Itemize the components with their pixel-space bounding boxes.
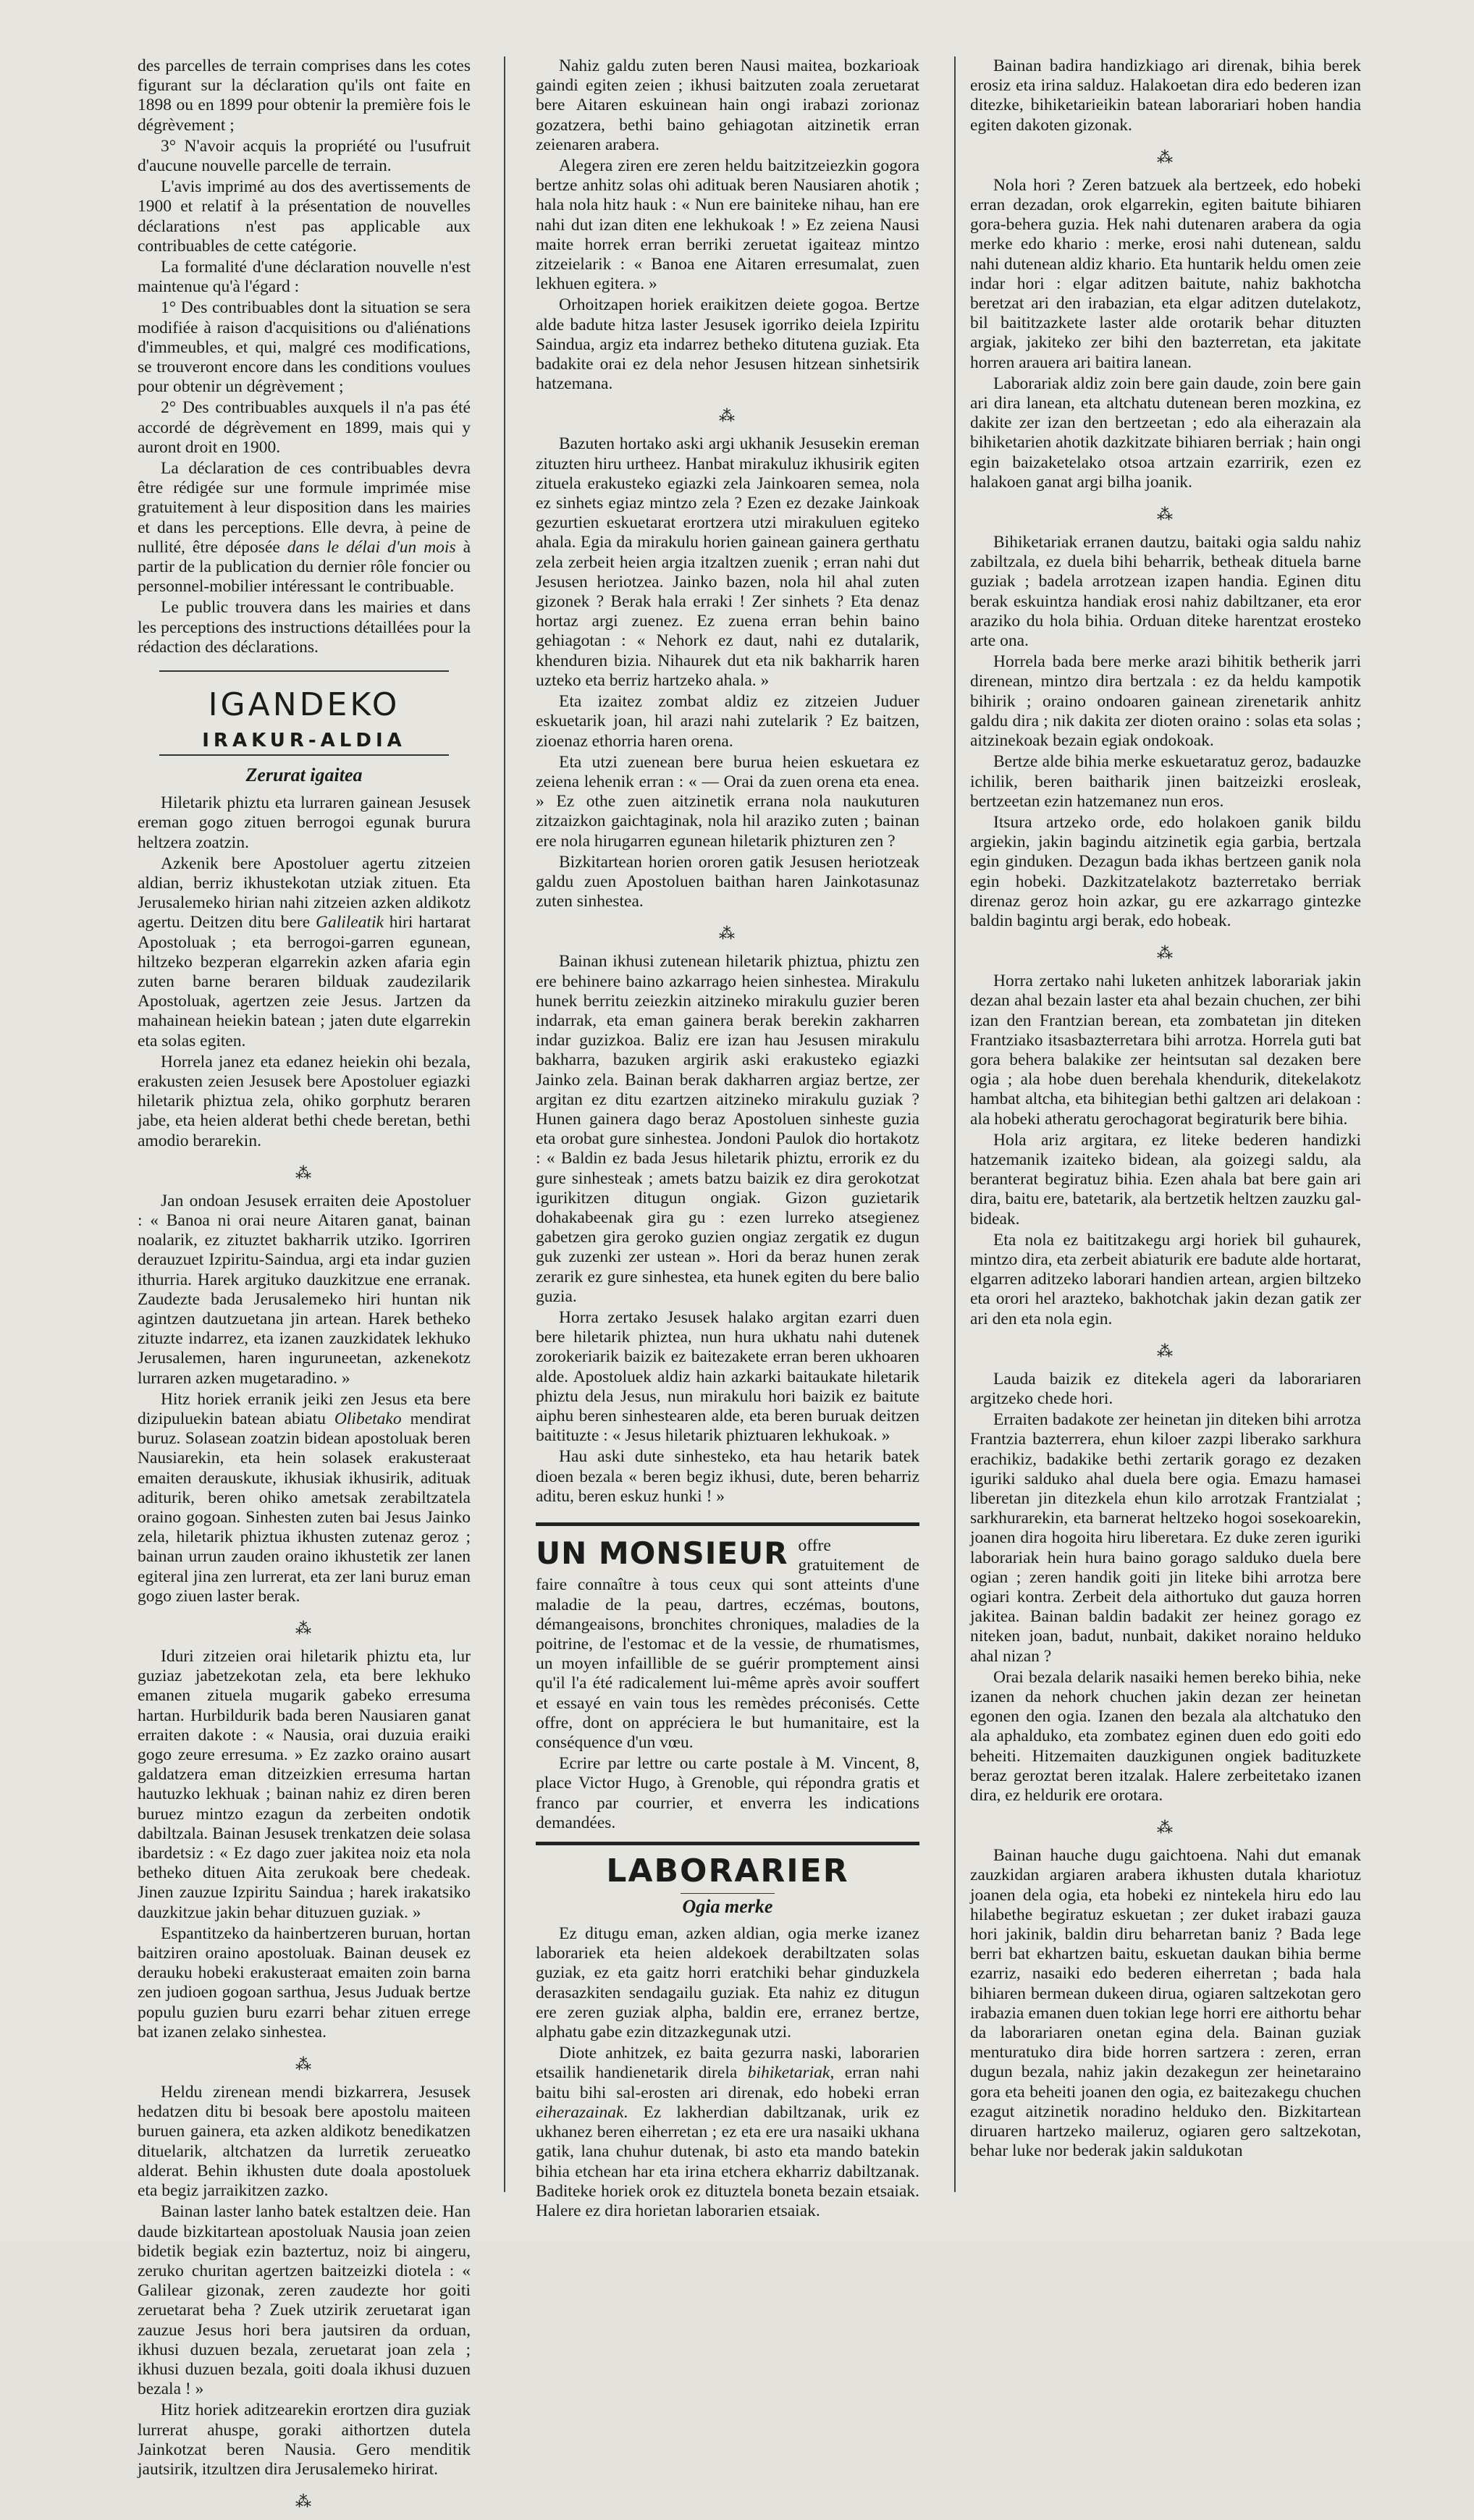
column-2 [536, 56, 919, 2221]
paragraph: 2° Des contribuables auxquels il n'a pas été accordé de dégrèvement en 1899, mais qui y auront droit en 1900. [138, 398, 471, 457]
text: La déclaration de ces contribuables devra être rédigée sur une formule imprimée mise gratuitement à leur disposition dans les mairies et dans les perceptions. Elle devra, à peine de nullité, être déposée [138, 459, 471, 557]
paragraph: L'avis imprimé au dos des avertissements de 1900 et relatif à la présentation de nouvelles déclarations n'est pas applicable aux contribuables de cette catégorie. [138, 177, 471, 256]
paragraph: 3° N'avoir acquis la propriété ou l'usufruit d'aucune nouvelle parcelle de terrain. [138, 136, 471, 176]
paragraph: Eta utzi zuenean bere burua heien eskuetara ez zeiena lehenik erran : « — Orai da zuen orena eta enea. » Ez othe zuen aitzinetik errana nola naukuturen zitzaizkon gaichtaginak, nola hil araziko zuten ; bainan ere nola hirugarren egunean hiletarik phizturen zen ? [536, 752, 919, 851]
italic-text: Olibetako [334, 1409, 402, 1428]
paragraph: Horra zertako nahi luketen anhitzek laborariak jakin dezan ahal bezain laster eta ahal bezain chuchen, zer bihi izan den Frantzian berean, eta zombatetan jin diteken Frantziako itsasbazterretara bihi arrotza. Horrela guti bat gora behera balakike zer heintsutan sal dezaken bere ogia ; ala hobe duen berehala khendurik, ditekelakotz hambat altcha, eta bihitegian bethi galtzen ari delakoan : ala hobeki atheratu gerochagorat begiraturik bere bihia. [970, 972, 1361, 1129]
paragraph: Bertze alde bihia merke eskuetaratuz geroz, badauzke ichilik, beren baitharik jinen baitzeizki erosleak, bertzeetan ezin hatzemanez nun eros. [970, 752, 1361, 811]
text: hiri hartarat Apostoluak ; eta berrogoi-garren egunean, hiltzeko bezperan elgarrekin azken afaria egin zuten barne beraren bilduak zaudezilarik Apostoluak, agertzen zeie Jesus. Jartzen da mahainean heiekin batean ; jaten dute elgarrekin eta solas egiten. [138, 913, 471, 1050]
paragraph: Alegera ziren ere zeren heldu baitzitzeiezkin gogora bertze anhitz solas ohi adituak beren Nausiaren ahotik ; hala nola hitz hauk : « Nun ere bainiteke nihau, han ere nahi dut izan diten ene lekhukoak ! » Ez zeiena Nausi maite horrek erran berriki zeruetat igaiteaz mintzo zitzeielarik : « Banoa ene Aitaren erresumalat, zuen lekhuen egitera. » [536, 156, 919, 294]
text: Diote anhitzek, ez baita gezurra naski, laborarien etsailik handienetarik direla [536, 2044, 919, 2083]
paragraph: des parcelles de terrain comprises dans les cotes figurant sur la déclaration qu'ils ont faite en 1898 ou en 1899 pour obtenir la première fois le dégrèvement ; [138, 56, 471, 135]
text: . Ez lakherdian dabiltzanak, urik ez ukhanez beren eiherretan ; ez eta ere ura nasaiki ukhana gatik, lana chuhur dutenak, bi asto eta mando batekin bihia etchean har eta irina etchera ekharriz dabiltzanak. Baditeke horiek orok ez dituztela boneta bezain etsaiak. Halere ez dira horietan laborarien etsaiak. [536, 2102, 919, 2220]
column-rule [504, 56, 505, 2192]
paragraph: Bizkitartean horien ororen gatik Jesusen heriotzeak galdu zuen Apostoluen baithan haren Jainkotasunaz zuten sinhestea. [536, 852, 919, 911]
paragraph: Bazuten hortako aski argi ukhanik Jesusekin ereman zituzten hiru urtheez. Hanbat mirakuluz ikhusirik egiten zituela erakusteko egiazki zela Jainkoaren semea, nola ez sinhets egiaz mintzo zela ? Ezen ez dezake Jainkoak gezurtien eskuetarat erortzera utzi mirakuluen egiteko ahala. Egia da mirakulu horien gainean gainera gerthatu zela zerbeit heien argia itzaltzen zuenik ; erran nahi dut Jesusen heriotzea. Jainko bazen, nola hil ahal zuten gizonek ? Berak hala erraki ! Zer sinhets ? Eta denaz hortaz argi zuenez. Ez zuena erran behin baino gehiagotan : « Nehork ez daut, nahi ez dutalarik, khenduren bizia. Nihaurek dut eta nik bakharrik haren uzteko eta berriz hartzeko ahala. » [536, 434, 919, 690]
masthead-title: IGANDEKO [208, 686, 400, 724]
paragraph: Horrela janez eta edanez heiekin ohi bezala, erakusten zeien Jesusek bere Apostoluer egiazki hiletarik phiztua zela, ohiko gorphutz beraren jabe, eta heien alderat bethi chede beretan, bethi amodio berarekin. [138, 1052, 471, 1150]
paragraph: Le public trouvera dans les mairies et dans les perceptions des instructions détaillées pour la rédaction des déclarations. [138, 598, 471, 657]
section-title: Zerurat igaitea [245, 764, 363, 786]
paragraph: Laborariak aldiz zoin bere gain daude, zoin bere gain ari dira lanean, eta altchatu dutenean beren mozkina, ez dakite zer izan den bertzeetan ; edo ala eiherazain ala bihiketarien ahotik dazkitzate bihiaren berriak ; hain ongi egin baizaketelako otsoa artzain ezarririk, ezen ez halakoen ganat argi bilha joanik. [970, 374, 1361, 492]
ad-text: Ecrire par lettre ou carte postale à M. Vincent, 8, place Victor Hugo, à Grenoble, qui répondra gratis et franco par courrier, et enverra les indications demandées. [536, 1754, 919, 1832]
paragraph: Erraiten badakote zer heinetan jin diteken bihi arrotza Frantzia bazterrera, ehun kiloer zazpi liberako sarkhura erachikiz, badakike bethi zertarik gorago ez dezaken iguriki salduko ahal duela bere ogia. Emazu hamasei liberetan jin ditezkela ehun kilo arrotzak Frantzialat ; sarkhurarekin, eta barnerat heltzeko hogoi sosekoarekin, joanen dira hogoita hiru liberetara. Ez duke zeren iguriki laborariak hein hura baino gorago salduko duela bere ogian ; zeren handik goiti jin liteke bihi arrotza bere ogiari kontra. Zerbeit dela aithortuko dut gauza horren jakitea. Bainan baldin badakit zer heinez gorago ez niteken joan, badut, nunbait, dakiket noraino helduko ahal nizan ? [970, 1410, 1361, 1666]
paragraph: Ez ditugu eman, azken aldian, ogia merke izanez laborariek eta heien aldekoek derabiltzaten solas guziak, ez eta gaitz horri eratchiki behar ginduzkela derasazkiten sendagailu guziak. Eta nahiz ez ditugun ere zeren guziak alpha, baldin ere, erranez bertze, alphatu gabe ezin ditzazkegunak utzi. [536, 1924, 919, 2042]
paragraph [138, 1390, 471, 1606]
paragraph: Bainan badira handizkiago ari direnak, bihia berek erosiz eta irina salduz. Halakoetan dira edo bederen izan ditezke, bihiketarieikin batean laborariari hoben handia egiten dakoten gizonak. [970, 56, 1361, 135]
masthead-subtitle: IRAKUR-ALDIA [159, 728, 449, 756]
paragraph: Bainan hauche dugu gaichtoena. Nahi dut emanak zauzkidan argiaren arabera ikhusten dutala khariotuz joanen dela ogia, eta hobeki ez nintekela hiru edo lau hilabethe begiratuz eskuetan ; zer duket irabazi gauza hori jakinik, baldin diru beharretan baniz ? Bada lege berri bat ekhartzen baitu, eskuetan daukan bihia berme ezarriz, nasaiki edo bederen eiherretan ; bada hala bihiaren bermean dukeen dirua, ogiaren saltzekotan gero irabazia emanen duen tokian lege horri ere aithortu behar da laborariaren onetan egina dela. Bainan guziak menturatuko dira bide horren sartzera : zeren, erran dugun bezala, nahiz jakin dezakegun zer heinetaraino gora eta beheiti joanen den ogia, ez baitezakegu chuchen ezagut aitzinetik noradino helduko den. Bizkitartean diruaren hartzeko maileruz, ogiaren gero saltzekotan, behar luke nor bederak jakin saldukotan [970, 1846, 1361, 2161]
section-subtitle: Ogia merke [682, 1896, 773, 1918]
section-ornament: ⁂ [1157, 1819, 1174, 1837]
paragraph: Horra zertako Jesusek halako argitan ezarri duen bere hiletarik phiztea, nun hura ukhatu nahi dutenek zorokeriarik baizik ez baitezakete erran beren ukhoaren alde. Apostoluek aldiz hain azkarki baitaukate hiletarik phiztu dela Jesus, nun mirakulu hori baizik ez baitute aiphu beren sinhestearen alde, eta beren buruak deitzen baitituzte : « Jesus hiletarik phiztuaren lekhukoak. » [536, 1307, 919, 1446]
italic-text: dans le délai d'un mois [287, 537, 456, 557]
paragraph: Heldu zirenean mendi bizkarrera, Jesusek hedatzen ditu bi besoak bere apostolu maiteen buruen gainera, eta azken aldikotz benedikatzen dituelarik, altchatzen da lurretik zerueatko alderat. Behin ikhusten dute doala apostoluek eta begiz jarraikitzen zazko. [138, 2083, 471, 2201]
paragraph: Eta nola ez baititzakegu argi horiek bil guhaurek, mintzo dira, eta zerbeit abiaturik ere badute alde hortarat, elgarren aditzeko laborari handien artean, argien biltzeko eta orori hel arazteko, bakhotchak jakin dezan gatik zer ari den eta nola egin. [970, 1230, 1361, 1328]
paragraph: Nola hori ? Zeren batzuek ala bertzeek, edo hobeki erran dezadan, orok elgarrekin, egiten baitute bihiaren gora-behera guzia. Hek nahi dutenaren arabera da ogia merke edo khario : merke, erosi nahi dutenean, saldu nahi dutenean aldiz khario. Eta huntarik heldu omen zeie indar hori : elgar aditzen baitute, nahiz bakhotcha beretzat ari den irabazian, eta elgar aditzen dutelakotz, bil baititzazkete laster alde orotarik behar dituzten argiak, jakiteko zer bihi den bazterretan, eta jakitate horren arauera ari baitira lanean. [970, 175, 1361, 372]
section-ornament: ⁂ [295, 2055, 313, 2074]
section-ornament: ⁂ [295, 1163, 313, 1182]
paragraph: Orhoitzapen horiek eraikitzen deiete gogoa. Bertze alde badute hitza laster Jesusek igorriko deiela Izpiritu Saindua, argiz eta indarrez betheko ditutena guziak. Eta badakite orai ez dela nehor Jesusen hitzean sinhetsirik hatzemana. [536, 295, 919, 394]
paragraph: Horrela bada bere merke arazi bihitik betherik jarri direnean, mintzo dira bertzala : ez da heldu kampotik bihirik ; oraino ondoaren gainean zirenetarik anhitz galdu dira ; nik dakita zer dioten oraino : solas eta solas ; aitzinekoak bezain egiak ondokoak. [970, 652, 1361, 751]
paragraph: Itsura artzeko orde, edo holakoen ganik bildu argiekin, jakin bagindu aitzinetik egia garbia, bertzala egin ginduken. Dezagun bada ikhas bertzeen ganik nola egin hobeki. Dazkitzatelakotz bazterretako berriak direnaz geroz hoin azkar, gu ere azkarrago gintezke baldin bagintu argi berak, edo hobeak. [970, 812, 1361, 930]
section-ornament: ⁂ [719, 407, 736, 426]
column-rule [954, 56, 956, 2192]
section-ornament: ⁂ [1157, 1341, 1174, 1360]
paragraph: Bihiketariak erranen dautzu, baitaki ogia saldu nahiz zabiltzala, ez duela bihi beharrik, betheak dituela barne guziak ; badela arrotzean izapen handia. Eginen ditu berak eskuintza handiak erosi nahiz dabiltzaner, eta eror araziko du hola bihia. Orduan diteke harentzat erosteko arte ona. [970, 533, 1361, 651]
section-ornament: ⁂ [295, 2492, 313, 2511]
paragraph: Iduri zitzeien orai hiletarik phiztu eta, lur guziaz jabetzekotan zela, eta bere lekhuko emanen zituela mugarik gabeko erresuma hartan. Hurbildurik bada beren Nausiaren ganat erraiten dakote : « Nausia, orai duzuia eraiki gogo zeure erresuma. » Ez zazko oraino ausart galdatzera eman ditzeizkien erresuma hartan hautuzko lekhuak ; bainan nahiz ez diren beren buruez mintzo ezagun da zerbeiten ondotik dabiltzala. Bainan Jesusek trenkatzen deie solasa ibardetsiz : « Ez dago zuer jakitea noiz eta nola betheko dituen Aita zerukoak bere chedeak. Jinen zauzue Izpiritu Saindua ; harek irakatsiko dauzkitzue jakin behar dituzuen guziak. » [138, 1647, 471, 1922]
paragraph: La formalité d'une déclaration nouvelle n'est maintenue qu'à l'égard : [138, 258, 471, 297]
text: Hitz horiek erranik jeiki zen Jesus eta bere dizipuluekin batean abiatu [138, 1389, 471, 1428]
paragraph: Nahiz galdu zuten beren Nausi maitea, bozkarioak gaindi egiten zeien ; ikhusi baitzuten zoala zeruetarat bere Aitaren eskuinean hain ongi irabazi zorionaz gozatzera, bethi baino gehiagotan aitzinetik erran zeienaren arabera. [536, 56, 919, 154]
paragraph: Eta izaitez zombat aldiz ez zitzeien Juduer eskuetarik joan, hil arazi nahi zutelarik ? Ez baitzen, zioenaz ethorria haren orena. [536, 692, 919, 751]
paragraph: Espantitzeko da hainbertzeren buruan, hortan baitziren oraino apostoluak. Bainan deusek ez derauku hobeki erakusteraat emaiten zoin barna zen judioen gogoan sarthua, Jesus Juduak bertze populu guzien buru ezarri behar zituen errege bat izanen zelako sinhestea. [138, 1923, 471, 2041]
paragraph: Orai bezala delarik nasaiki hemen bereko bihia, neke izanen da nehork chuchen jakin dezan zer heinetan egonen den ogia. Izanen den bezala ala altchatuko den ala aphalduko, eta zombatez eginen duen edo goiti edo beheiti. Hitzemaiten dauzkigunen ongiek badituzkete beraz geroztat beren itzalak. Halere zerbeitetako izanen dira, ez heldurik ere orotara. [970, 1667, 1361, 1805]
text: , erran nahi baitu bihi sal-erosten ari direnak, edo hobeki erran [536, 2063, 919, 2102]
paragraph [138, 459, 471, 597]
italic-text: Galileatik [315, 913, 384, 932]
section-ornament: ⁂ [1157, 505, 1174, 524]
divider [159, 670, 449, 672]
section-ornament: ⁂ [295, 1619, 313, 1638]
italic-text: eiherazainak [536, 2102, 624, 2122]
text: à partir de la publication du dernier rôle foncier ou personnel-mobilier intéressant le contribuable. [138, 537, 471, 597]
section-ornament: ⁂ [719, 924, 736, 943]
paragraph: Hau aski dute sinhesteko, eta hau hetarik batek dioen bezala « beren begiz ikhusi, dute, beren beharriz aditu, beren eskuz hunki ! » [536, 1447, 919, 1506]
section-ornament: ⁂ [1157, 148, 1174, 167]
paragraph: Lauda baizik ez ditekela ageri da laborariaren argitzeko chede hori. [970, 1369, 1361, 1408]
paragraph: Hiletarik phiztu eta lurraren gainean Jesusek ereman gogo zituen berrogoi egunak burura heltzera zoatzin. [138, 793, 471, 852]
paragraph: 1° Des contribuables dont la situation se sera modifiée à raison d'acquisitions ou d'aliénations d'immeubles, et qui, malgré ces modifications, se trouveront encore dans les conditions voulues pour obtenir un dégrèvement ; [138, 298, 471, 397]
section-heading: LABORARIER [606, 1853, 849, 1890]
italic-text: bihiketariak [747, 2063, 830, 2083]
divider [681, 1893, 775, 1894]
text: mendirat buruz. Solasean zoatzin bidean apostoluak beren Nausiarekin, eta hein solasek erakusteraat emaiten derauskute, ikhusiak ikhusirik, adituak aditurik, beren ohiko ametsak zerabiltzatela oraino gogoan. Sinhesten zuten bai Jesus Jainko zela, hiletarik phiztua ikhusten zutenaz geroz ; bainan urrun zauden oraino ikhustetik zer lanen egiteral jina zen lurrerat, eta zer lani buruz eman gogo ziuen laster berak. [138, 1409, 471, 1606]
ad-text: offre gratuitement de faire connaître à tous ceux qui sont atteints d'une maladie de la peau, dartres, eczémas, boutons, démangeaisons, bronchites chroniques, maladies de la poitrine, de l'estomac et de la vessie, de rhumatismes, un moyen infaillible de se guérir promptement ainsi qu'il l'a été radicalement lui-même après avoir souffert et essayé en vain tous les remèdes préconisés. Cette offre, dont on appréciera le but humanitaire, est la conséquence d'un vœu. [536, 1536, 919, 1753]
advertisement [536, 1522, 919, 1845]
paragraph: Bainan laster lanho batek estaltzen deie. Han daude bizkitartean apostoluak Nausia joan zeien bidetik begiak ezin baztertuz, noiz bi aingeru, zeruko churitan agertzen baitzeizki diotela : « Galilear gizonak, zeren zaudezte hor goiti zeruetarat beha ? Zuek utzirik zeruetarat igan zauzue Jesus hori bera jautsiren da orduan, ikhusi duzuen bezala, zeruetarat joan zela ; ikhusi duzuen bezala, goiti doala ikhusi duzuen bezala ! » [138, 2202, 471, 2399]
paragraph [138, 854, 471, 1051]
paragraph: Hitz horiek aditzearekin erortzen dira guziak lurrerat ahuspe, goraki aithortzen dutela Jainkotzat beren Nausia. Gero menditik jautsirik, itzultzen dira Jerusalemeko hirirat. [138, 2401, 471, 2479]
column-1 [138, 56, 471, 2520]
ad-title: UN MONSIEUR [536, 1535, 788, 1572]
paragraph: Hola ariz argitara, ez liteke bederen handizki hatzemanik izaiteko bidean, ala goizegi saldu, ala beranterat begiratuz bihia. Ezen ahala bat bere gain ari dira, baitu ere, batetarik, ala bertzetik heltzen zauzku gal-bideak. [970, 1130, 1361, 1229]
paragraph: Jan ondoan Jesusek erraiten deie Apostoluer : « Banoa ni orai neure Aitaren ganat, bainan noalarik, ez zituztet bakharrik utziko. Igorriren derauzuet Izpiritu-Saindua, argi eta indar guzien ithurria. Harek argituko dauzkitzue ene erranak. Zaudezte bada Jerusalemeko hiri huntan nik agintzen dautzuetana jin artean. Harek betheko zituzte indarrez, eta izanen zauzkidatek lekhuko Jerusalemen, haren inguruneetan, azkenekotz lurraren azken mugetaradino. » [138, 1191, 471, 1388]
paragraph: Bainan ikhusi zutenean hiletarik phiztua, phiztu zen ere behinere baino azkarrago heien sinhestea. Mirakulu hunek berritu zeiezkin aitzineko mirakulu guzier beren indarrak, eta eman gainera berak berekin zakharren indar guzizkoa. Baliz ere izan hau Jesusen mirakulu bakharra, bazuken argirik aski erakusteko egiazki Jainko zela. Bainan berak dakharren argiaz bertze, zer argitan ez ditu ezartzen aitzineko mirakulu guziak ? Hunen gainera dago beraz Apostoluen sinheste guzia eta orobat gure sinhestea. Jondoni Paulok dio hortakotz : « Baldin ez bada Jesus hiletarik phiztu, errorik ez du gure sinhesteak ; amets batzu baizik ez dira gerokotzat igurikitzen ditugun ongiak. Gizon guzietarik dohakabeenak gira gu : ezen lurreko atsegienez gabetzen gira geroko guzien ongiaz zergatik ez dugun guk zuzenki zer ustean ». Hori da beraz hunen zerak zerarik ez gure sinhestea, eta hunek egiten du bere balio guzia. [536, 952, 919, 1306]
section-ornament: ⁂ [1157, 944, 1174, 963]
column-3 [970, 56, 1361, 2162]
paragraph [536, 2044, 919, 2221]
text: Azkenik bere Apostoluer agertu zitzeien aldian, berriz ikhustekotan utziak zituen. Eta Jerusalemeko hirian nahi zitzeien azken aldikotz agertu. Deitzen ditu bere [138, 854, 471, 932]
